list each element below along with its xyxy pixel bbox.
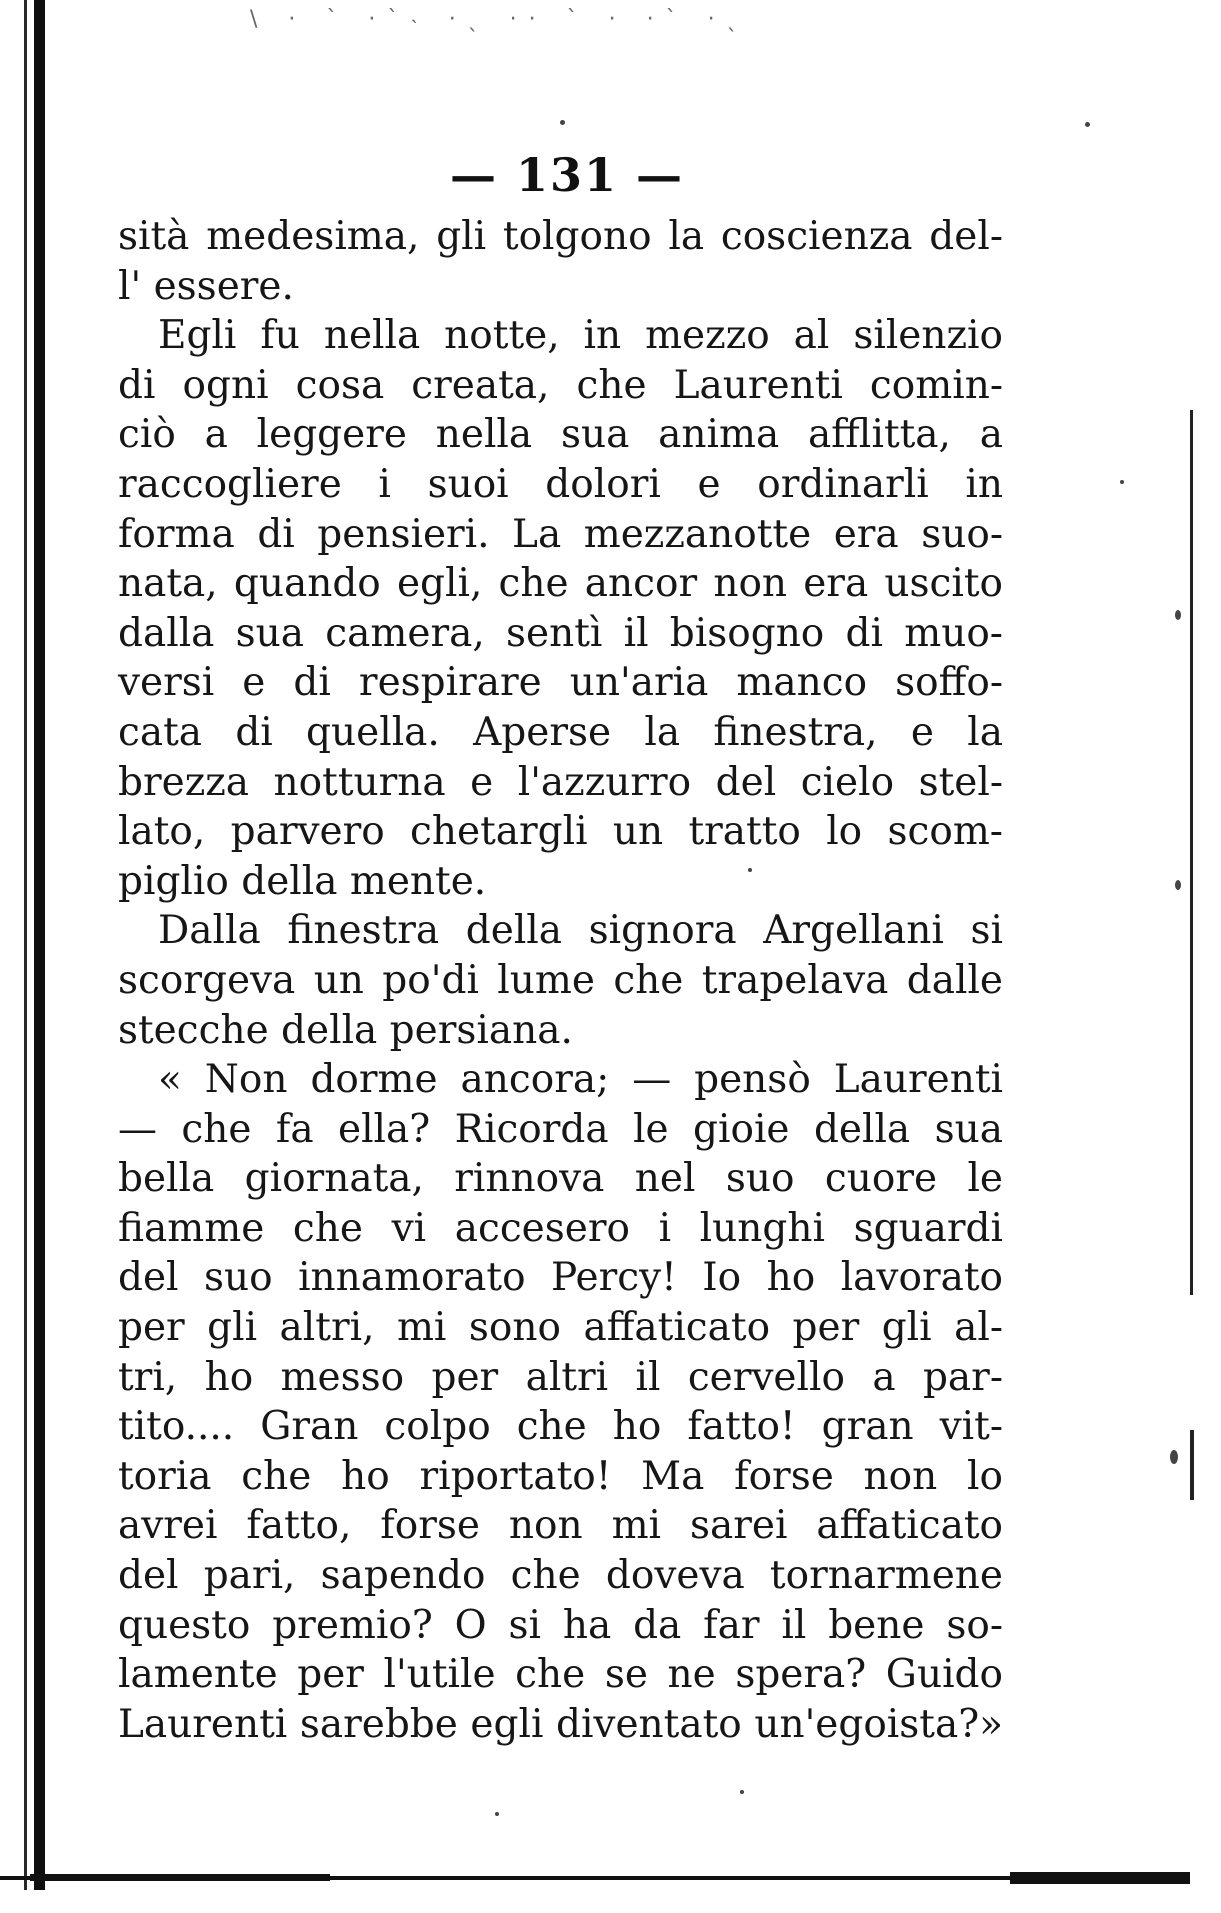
right-margin-rule-lower xyxy=(1190,1430,1194,1500)
text-line: tri, ho messo per altri il cervello a par- xyxy=(118,1354,1003,1400)
text-line: avrei fatto, forse non mi sarei affaticato xyxy=(118,1503,1003,1549)
binding-edge-line xyxy=(24,0,27,1890)
text-line: « Non dorme ancora; — pensò Laurenti xyxy=(158,1057,1003,1103)
bottom-edge-right xyxy=(1010,1872,1190,1884)
speck xyxy=(1175,610,1181,620)
text-line: del pari, sapendo che doveva tornarmene xyxy=(118,1553,1003,1599)
text-line: bella giornata, rinnova nel suo cuore le xyxy=(118,1156,1003,1202)
speck xyxy=(1170,1450,1178,1464)
speck xyxy=(495,1812,499,1816)
text-line: forma di pensieri. La mezzanotte era suo- xyxy=(118,511,1003,557)
text-line: scorgeva un po'di lume che trapelava dalle xyxy=(118,957,1003,1003)
text-line: l' essere. xyxy=(118,263,294,309)
text-line: stecche della persiana. xyxy=(118,1007,573,1053)
text-line: nata, quando egli, che ancor non era uscito xyxy=(118,561,1003,607)
right-margin-rule xyxy=(1190,410,1193,1295)
text-line: toria che ho riportato! Ma forse non lo xyxy=(118,1453,1003,1499)
speck xyxy=(1175,880,1181,890)
page-header-noise: \ · ˋ ·ˋ˴ ·ˎ ·· ˋ · ·ˋ ·ˎ xyxy=(250,7,750,32)
bottom-edge-left xyxy=(30,1874,330,1881)
text-line: piglio della mente. xyxy=(118,858,487,904)
text-line: Egli fu nella notte, in mezzo al silenzio xyxy=(158,313,1003,359)
body-text xyxy=(118,212,1003,1749)
text-line: di ogni cosa creata, che Laurenti comin- xyxy=(118,362,1003,408)
text-line: lamente per l'utile che se ne spera? Guido xyxy=(118,1652,1003,1698)
text-line: — che fa ella? Ricorda le gioie della sua xyxy=(118,1106,1003,1152)
text-line: ciò a leggere nella sua anima afflitta, a xyxy=(118,412,1003,458)
text-line: cata di quella. Aperse la finestra, e la xyxy=(118,709,1003,755)
page-number: — 131 — xyxy=(450,148,685,202)
text-line: del suo innamorato Percy! Io ho lavorato xyxy=(118,1255,1003,1301)
text-line: Laurenti sarebbe egli diventato un'egoista?» xyxy=(118,1701,1003,1747)
text-line: questo premio? O si ha da far il bene so- xyxy=(118,1602,1003,1648)
text-line: raccogliere i suoi dolori e ordinarli in xyxy=(118,461,1003,507)
speck xyxy=(1120,480,1124,484)
speck xyxy=(740,1790,744,1794)
text-line: brezza notturna e l'azzurro del cielo stel- xyxy=(118,759,1003,805)
text-line: per gli altri, mi sono affaticato per gli al- xyxy=(118,1305,1003,1351)
text-line: versi e di respirare un'aria manco soffo- xyxy=(118,660,1003,706)
text-line: dalla sua camera, sentì il bisogno di muo- xyxy=(118,610,1003,656)
text-line: sità medesima, gli tolgono la coscienza del- xyxy=(118,214,1003,259)
binding-edge xyxy=(34,0,45,1890)
speck xyxy=(560,120,565,125)
speck xyxy=(1085,122,1090,127)
text-line: Dalla finestra della signora Argellani si xyxy=(158,908,1003,954)
text-line: lato, parvero chetargli un tratto lo scom- xyxy=(118,809,1003,855)
text-line: fiamme che vi accesero i lunghi sguardi xyxy=(118,1205,1003,1251)
text-line: tito.... Gran colpo che ho fatto! gran vit- xyxy=(118,1404,1003,1450)
